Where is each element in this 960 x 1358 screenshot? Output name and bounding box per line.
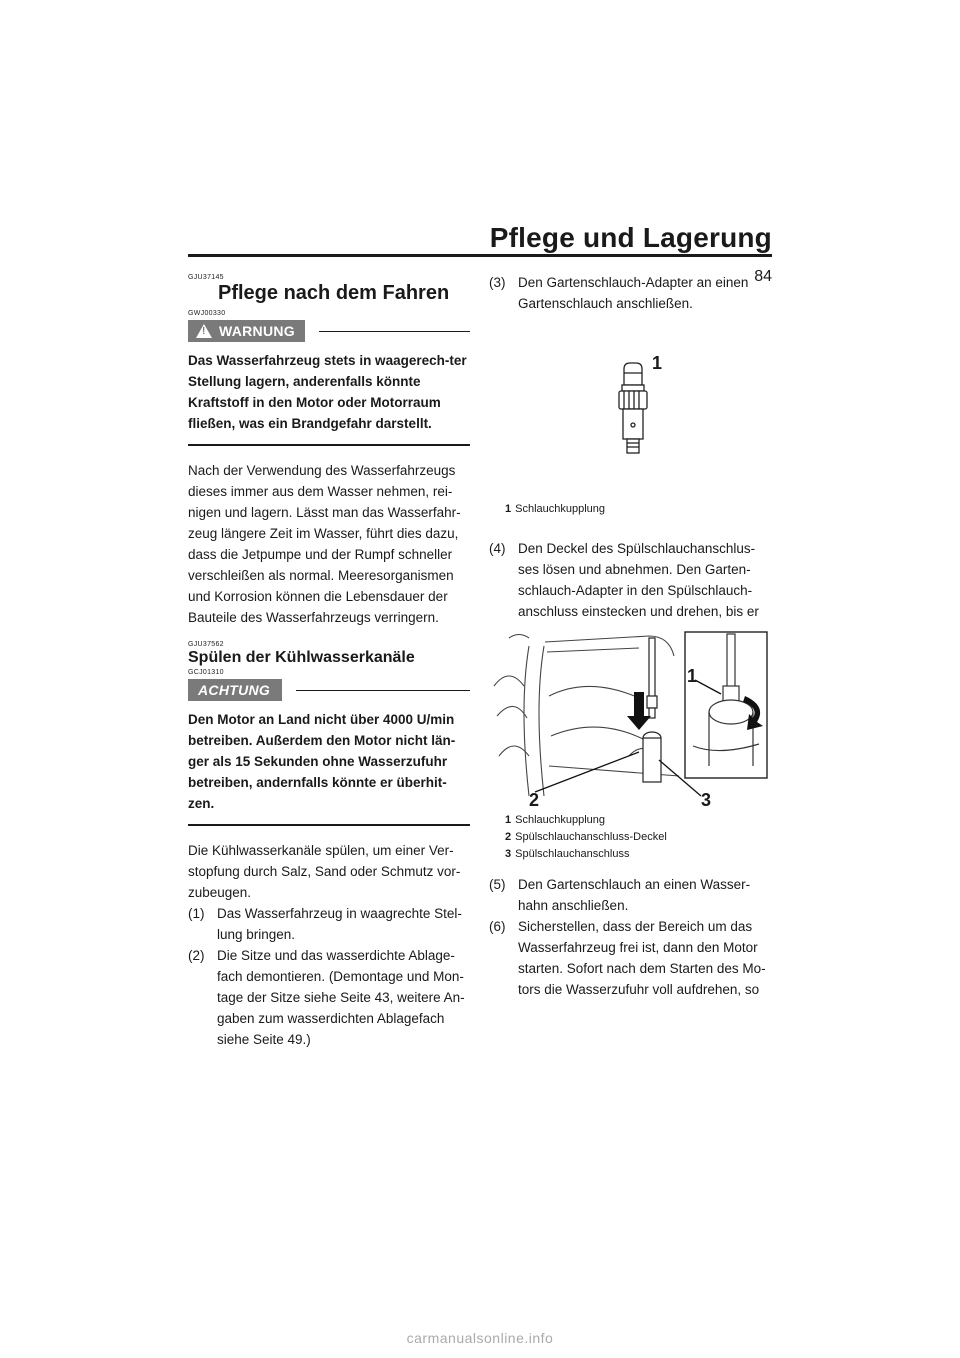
caution-badge: [188, 679, 282, 701]
flush-connection-drawing: [489, 626, 769, 810]
warning-code: GWJ00330: [188, 310, 226, 317]
list-item: (5) Den Gartenschlauch an einen Wasser-hahn anschließen.: [489, 877, 751, 913]
watermark: carmanualsonline.info: [406, 1330, 554, 1346]
list-item: (3) Den Gartenschlauch-Adapter an einen Gartenschlauch anschließen.: [489, 275, 749, 311]
figure-caption: 1 Schlauchkupplung: [505, 503, 606, 515]
figure-caption: 1 Schlauchkupplung: [505, 814, 606, 826]
caution-text: Den Motor an Land nicht über 4000 U/min betreiben. Außerdem den Motor nicht län-ger als 15 Sekunden ohne Wasserzufuhr betreiben, andernfalls könnte er überhit-zen.: [188, 712, 456, 811]
warning-label: WARNUNG: [219, 323, 295, 339]
list-item: (2) Die Sitze und das wasserdichte Ablage-fach demontieren. (Demontage und Mon-tage der Sitze siehe Seite 43, weitere An-gaben zum wasserdichten Ablagefach siehe Seite 49.): [188, 948, 465, 1047]
header-rule: [188, 254, 772, 257]
warning-text: Das Wasserfahrzeug stets in waagerech-ter Stellung lagern, anderenfalls könnte Kraftstoff in den Motor oder Motorraum fließen, was ein Brandgefahr darstellt.: [188, 353, 467, 431]
warning-end-rule: [188, 444, 470, 446]
section-code: GJU37562: [188, 641, 224, 648]
figure-callout-2: 2: [529, 790, 540, 810]
caution-end-rule: [188, 824, 470, 826]
right-column: [489, 272, 771, 314]
step-block: [489, 874, 771, 1000]
caution-rule: [296, 690, 470, 691]
figure-caption: 2 Spülschlauchanschluss-Deckel: [505, 831, 667, 843]
caution-label: ACHTUNG: [198, 682, 271, 698]
figure-hose-coupling: [610, 355, 670, 461]
list-item: (4) Den Deckel des Spülschlauchanschlus-ses lösen und abnehmen. Den Garten-schlauch-Adapter in den Spülschlauch-anschluss einstecken und drehen, bis er: [489, 541, 759, 619]
caution-header: [188, 679, 470, 701]
left-column: [188, 274, 470, 1050]
figure-caption-list: [505, 812, 667, 863]
page-header-title: Pflege und Lagerung: [489, 222, 772, 253]
figure-caption: 3 Spülschlauchanschluss: [505, 848, 630, 860]
section-title: Spülen der Kühlwasserkanäle: [188, 649, 415, 666]
page-number: 84: [754, 268, 772, 285]
section-code: GJU37145: [188, 274, 224, 281]
caution-code: GCJ01310: [188, 669, 224, 676]
warning-rule: [319, 331, 470, 332]
warning-icon: !: [196, 324, 212, 338]
body-paragraph: Nach der Verwendung des Wasserfahrzeugs dieses immer aus dem Wasser nehmen, rei-nigen und lagern. Lässt man das Wasserfahr-zeug längere Zeit im Wasser, führt dies dazu, dass die Jetpumpe und der Rumpf schneller verschleißen als normal. Meeresorganismen und Korrosion können die Lebensdauer der Bauteile des Wasserfahrzeugs verringern.: [188, 463, 461, 625]
list-item: (1) Das Wasserfahrzeug in waagrechte Stel-lung bringen.: [188, 906, 462, 942]
section-title: Pflege nach dem Fahren: [218, 282, 450, 304]
figure-callout-3: 3: [701, 790, 712, 810]
list-item: (6) Sicherstellen, dass der Bereich um das Wasserfahrzeug frei ist, dann den Motor starten. Sofort nach dem Starten des Mo-tors die Wasserzufuhr voll aufdrehen, so: [489, 919, 766, 997]
figure-callout-1: 1: [687, 666, 698, 686]
figure-flush-connection: [489, 626, 769, 810]
body-paragraph: Die Kühlwasserkanäle spülen, um einer Ver-stopfung durch Salz, Sand oder Schmutz vor-zubeugen.: [188, 843, 461, 900]
warning-badge: [188, 320, 305, 342]
warning-header: [188, 320, 470, 342]
figure-callout: 1: [652, 353, 663, 373]
